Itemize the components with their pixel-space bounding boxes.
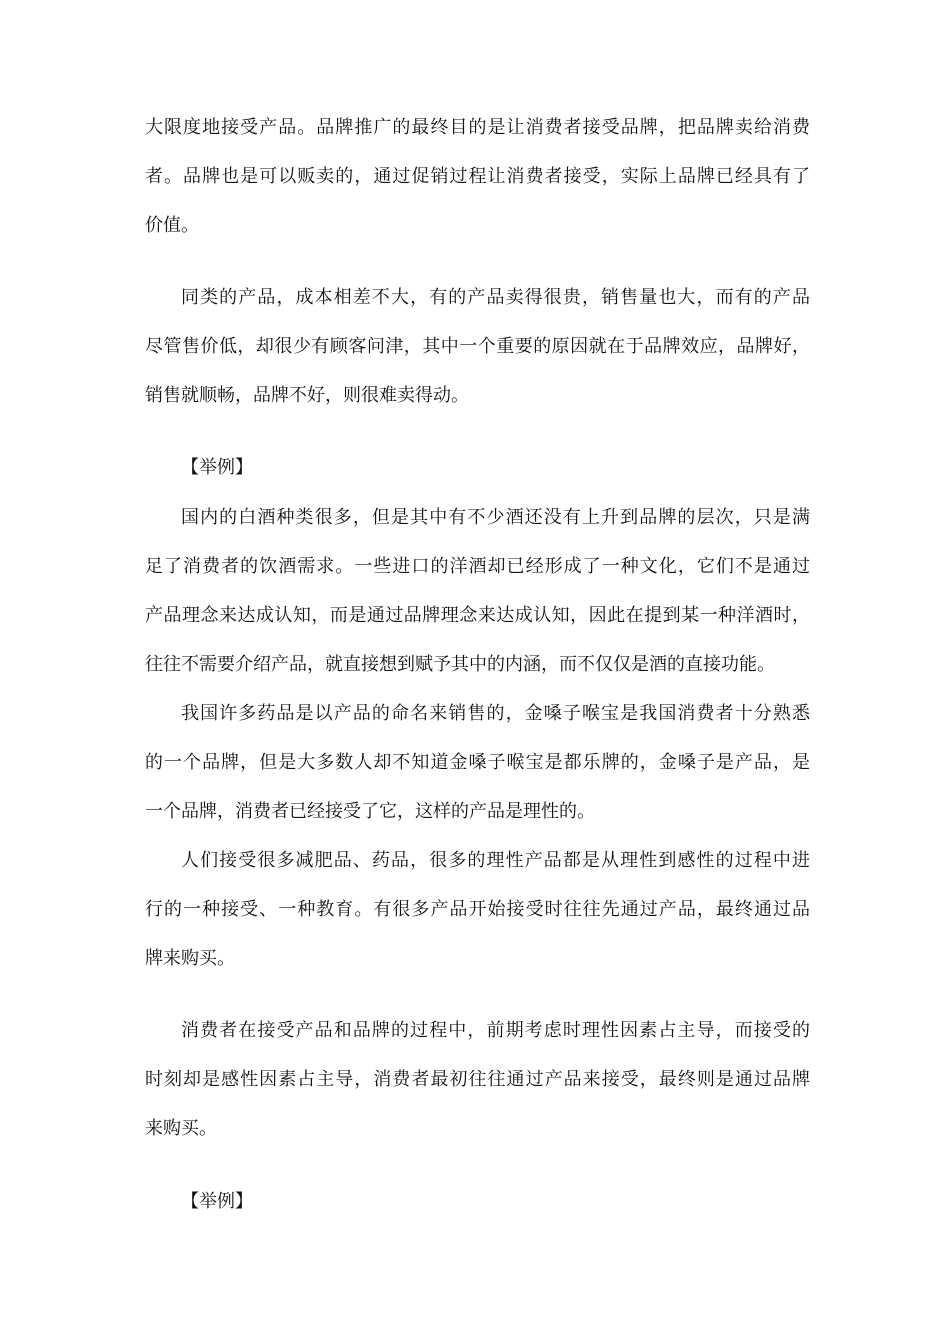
- paragraph-line: 来购买。: [145, 1118, 217, 1139]
- paragraph-line: 国内的白酒种类很多，但是其中有不少酒还没有上升到品牌的层次，只是满: [181, 507, 810, 528]
- paragraph-line: 行的一种接受、一种教育。有很多产品开始接受时往往先通过产品，最终通过品: [145, 899, 810, 920]
- paragraph-line: 牌来购买。: [145, 948, 235, 969]
- paragraph-line: 往往不需要介绍产品，就直接想到赋予其中的内涵，而不仅仅是酒的直接功能。: [145, 654, 775, 675]
- paragraph-line: 一个品牌，消费者已经接受了它，这样的产品是理性的。: [145, 801, 595, 822]
- paragraph-line: 者。品牌也是可以贩卖的，通过促销过程让消费者接受，实际上品牌已经具有了: [145, 166, 810, 187]
- paragraph-line: 足了消费者的饮酒需求。一些进口的洋酒却已经形成了一种文化，它们不是通过: [145, 556, 810, 577]
- paragraph-line: 时刻却是感性因素占主导，消费者最初往往通过产品来接受，最终则是通过品牌: [145, 1069, 810, 1090]
- paragraph-line: 大限度地接受产品。品牌推广的最终目的是让消费者接受品牌，把品牌卖给消费: [145, 117, 810, 138]
- paragraph-line: 尽管售价低，却很少有顾客问津，其中一个重要的原因就在于品牌效应，品牌好，: [145, 336, 810, 357]
- example-heading: 【举例】: [181, 1191, 253, 1212]
- paragraph-line: 销售就顺畅，品牌不好，则很难卖得动。: [145, 385, 469, 406]
- paragraph-line: 的一个品牌，但是大多数人却不知道金嗓子喉宝是都乐牌的，金嗓子是产品，是: [145, 752, 810, 773]
- example-heading: 【举例】: [181, 457, 253, 478]
- paragraph-line: 人们接受很多减肥品、药品，很多的理性产品都是从理性到感性的过程中进: [181, 850, 810, 871]
- paragraph-line: 价值。: [145, 215, 199, 236]
- paragraph-line: 同类的产品，成本相差不大，有的产品卖得很贵，销售量也大，而有的产品: [181, 287, 810, 308]
- paragraph-line: 产品理念来达成认知，而是通过品牌理念来达成认知，因此在提到某一种洋酒时，: [145, 605, 810, 626]
- paragraph-line: 我国许多药品是以产品的命名来销售的，金嗓子喉宝是我国消费者十分熟悉: [181, 703, 810, 724]
- paragraph-line: 消费者在接受产品和品牌的过程中，前期考虑时理性因素占主导，而接受的: [181, 1020, 810, 1041]
